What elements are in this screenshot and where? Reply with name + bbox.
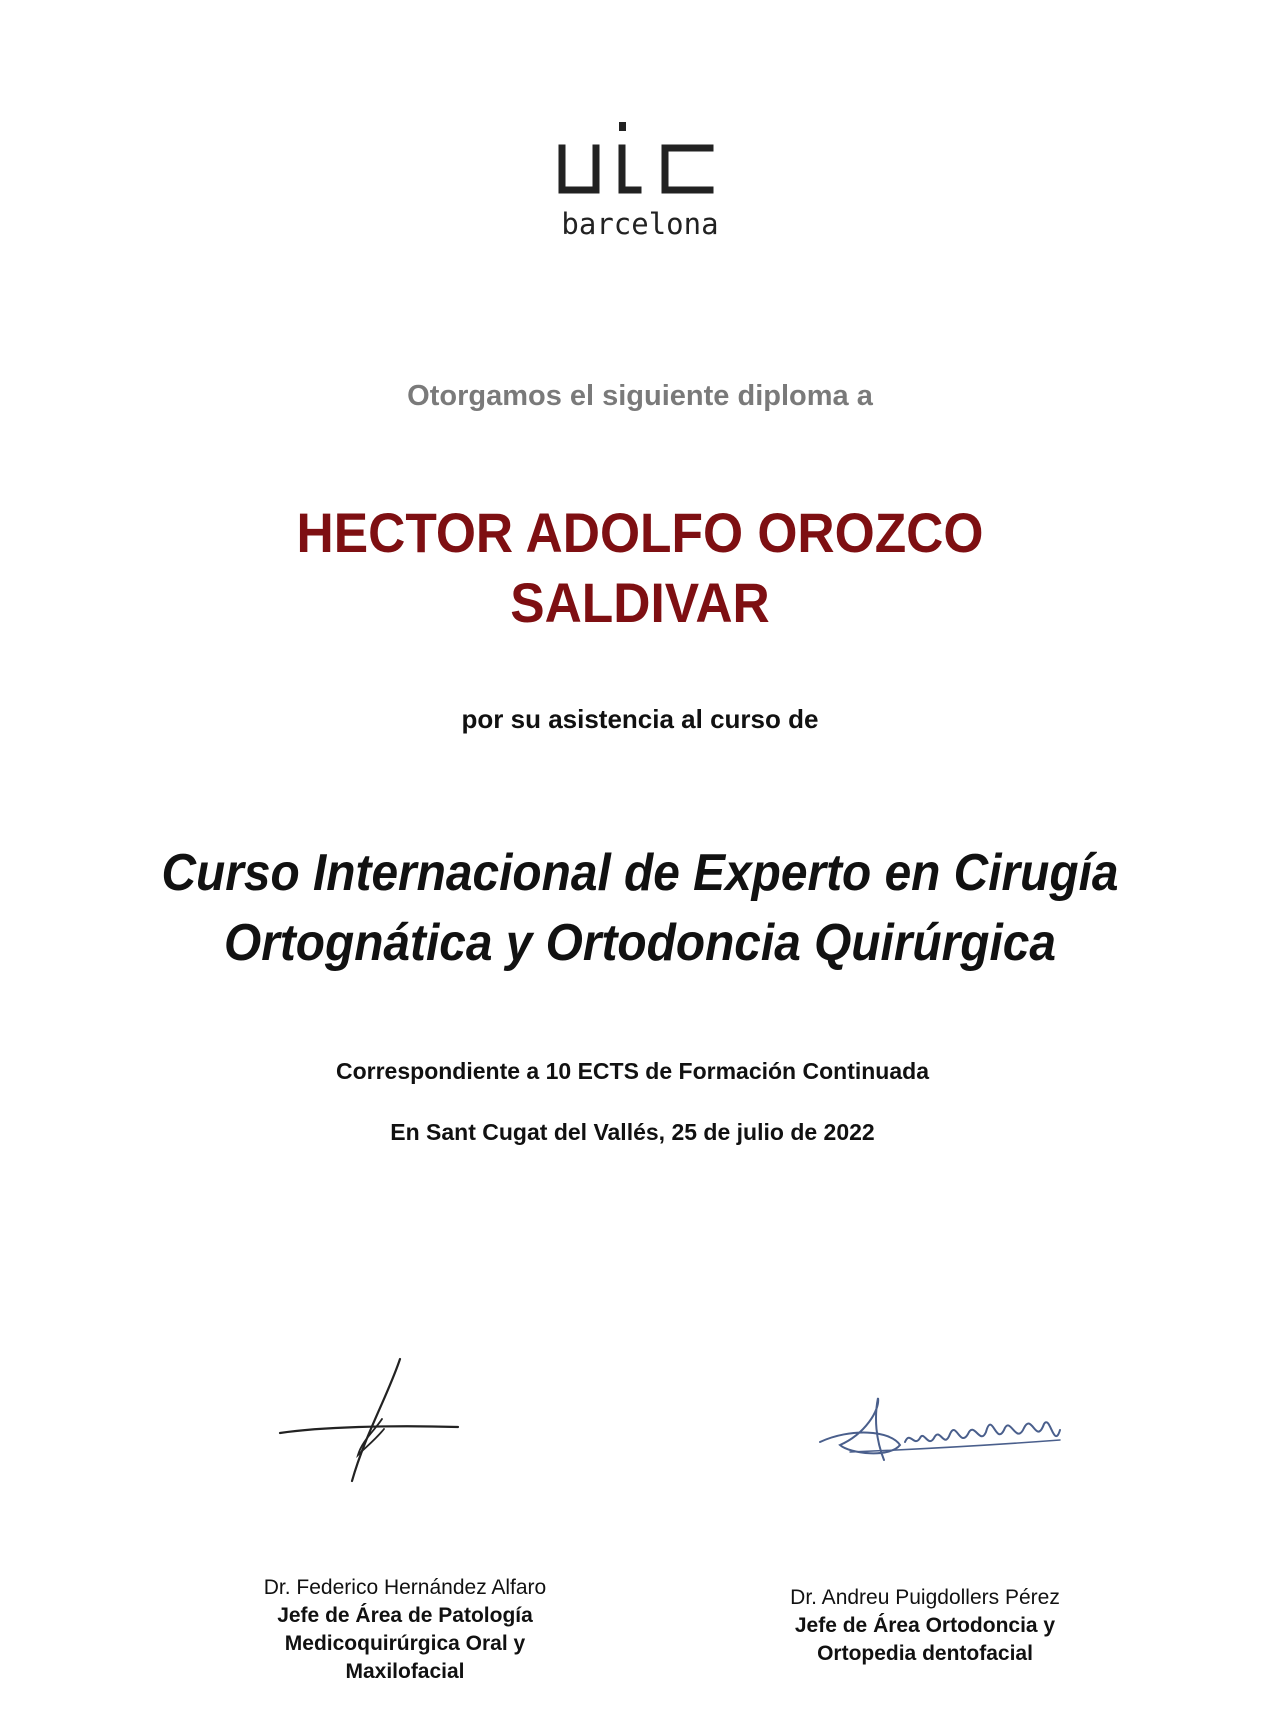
recipient-name-line2: SALDIVAR xyxy=(510,571,770,634)
signatory-right-name: Dr. Andreu Puigdollers Pérez xyxy=(790,1586,1060,1609)
signature-right xyxy=(810,1390,1110,1480)
signatory-right xyxy=(770,1584,1080,1668)
signatory-left xyxy=(250,1574,560,1686)
place-date: En Sant Cugat del Vallés, 25 de julio de 2022 xyxy=(390,1119,875,1145)
signatory-left-role-line3: Maxilofacial xyxy=(345,1660,465,1683)
signatory-left-role-line1: Jefe de Área de Patología xyxy=(277,1604,533,1627)
signatory-left-name: Dr. Federico Hernández Alfaro xyxy=(263,1576,547,1599)
recipient-name xyxy=(226,498,1054,638)
signatory-left-role-line2: Medicoquirúrgica Oral y xyxy=(284,1632,526,1655)
uic-barcelona-logo xyxy=(540,118,740,248)
course-title xyxy=(134,838,1146,978)
signatory-right-role-line1: Jefe de Área Ortodoncia y xyxy=(794,1614,1056,1637)
course-title-line2: Ortognática y Ortodoncia Quirúrgica xyxy=(223,914,1057,972)
signature-left xyxy=(270,1355,470,1485)
recipient-name-line1: HECTOR ADOLFO OROZCO xyxy=(296,501,984,564)
logo-city-text: barcelona xyxy=(561,207,719,241)
course-title-line1: Curso Internacional de Experto en Cirugía xyxy=(161,844,1119,902)
diploma-intro: Otorgamos el siguiente diploma a xyxy=(407,380,873,412)
credits-text: Correspondiente a 10 ECTS de Formación Continuada xyxy=(336,1058,929,1084)
attendance-text: por su asistencia al curso de xyxy=(461,704,819,734)
signatory-right-role-line2: Ortopedia dentofacial xyxy=(817,1642,1033,1665)
